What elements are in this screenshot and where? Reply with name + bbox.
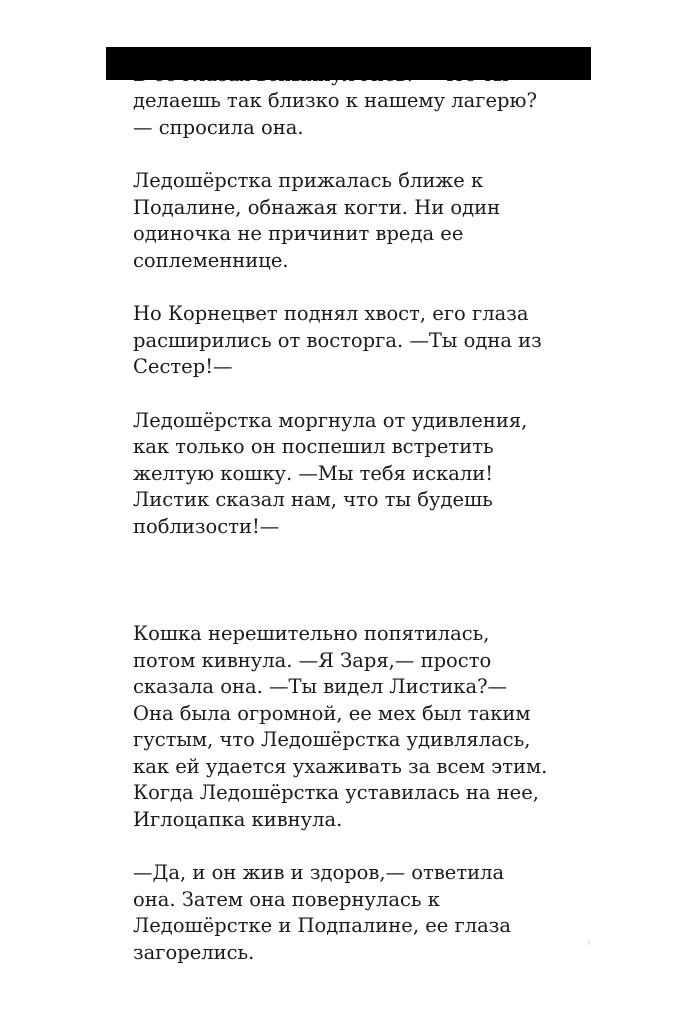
text-line: Когда Ледошёрстка уставилась на нее, [133, 781, 539, 804]
text-line: как только он поспешил встретить [133, 435, 494, 458]
text-line: — спросила она. [133, 115, 304, 139]
text-line: Листик сказал нам, что ты будешь [133, 488, 493, 511]
text-line: загорелись. [133, 940, 255, 964]
scan-speck [588, 940, 590, 945]
text-line: Но Корнецвет поднял хвост, его глаза [133, 302, 529, 325]
text-line: потом кивнула. —Я Заря,— просто [133, 648, 492, 672]
text-line: Ледошёрстке и Подпалине, ее глаза [133, 914, 512, 937]
text-line: одиночка не причинит вреда ее [133, 222, 464, 245]
text-line: соплеменнице. [133, 248, 289, 272]
text-line: Ледошёрстка моргнула от удивления, [133, 408, 528, 432]
redaction-bar [106, 47, 591, 80]
paragraph [133, 408, 573, 541]
text-line: Она была огромной, ее мех был таким [133, 701, 531, 725]
text-line: расширились от восторга. —Ты одна из [133, 328, 542, 352]
document-body [133, 88, 573, 993]
text-line: Подалине, обнажая когти. Ни один [133, 195, 501, 219]
text-line: как ей удается ухаживать за всем этим. [133, 754, 548, 778]
text-line: густым, что Ледошёрстка удивлялась, [133, 728, 531, 751]
text-line: она. Затем она повернулась к [133, 887, 440, 911]
text-line: Иглоцапка кивнула. [133, 807, 343, 831]
text-line: Ледошёрстка прижалась ближе к [133, 169, 484, 192]
text-line: желтую кошку. —Мы тебя искали! [133, 461, 494, 485]
text-line: Кошка нерешительно попятилась, [133, 622, 490, 645]
text-line: сказала она. —Ты видел Листика?— [133, 675, 508, 698]
text-line: поблизости!— [133, 514, 280, 538]
text-line: —Да, и он жив и здоров,— ответила [133, 861, 505, 884]
paragraph [133, 301, 573, 381]
paragraph [133, 621, 573, 833]
paragraph [133, 88, 573, 141]
text-line: Сестер!— [133, 355, 233, 378]
paragraph [133, 860, 573, 966]
blank-space [133, 567, 573, 621]
text-line: делаешь так близко к нашему лагерю? [133, 89, 537, 112]
paragraph [133, 168, 573, 274]
